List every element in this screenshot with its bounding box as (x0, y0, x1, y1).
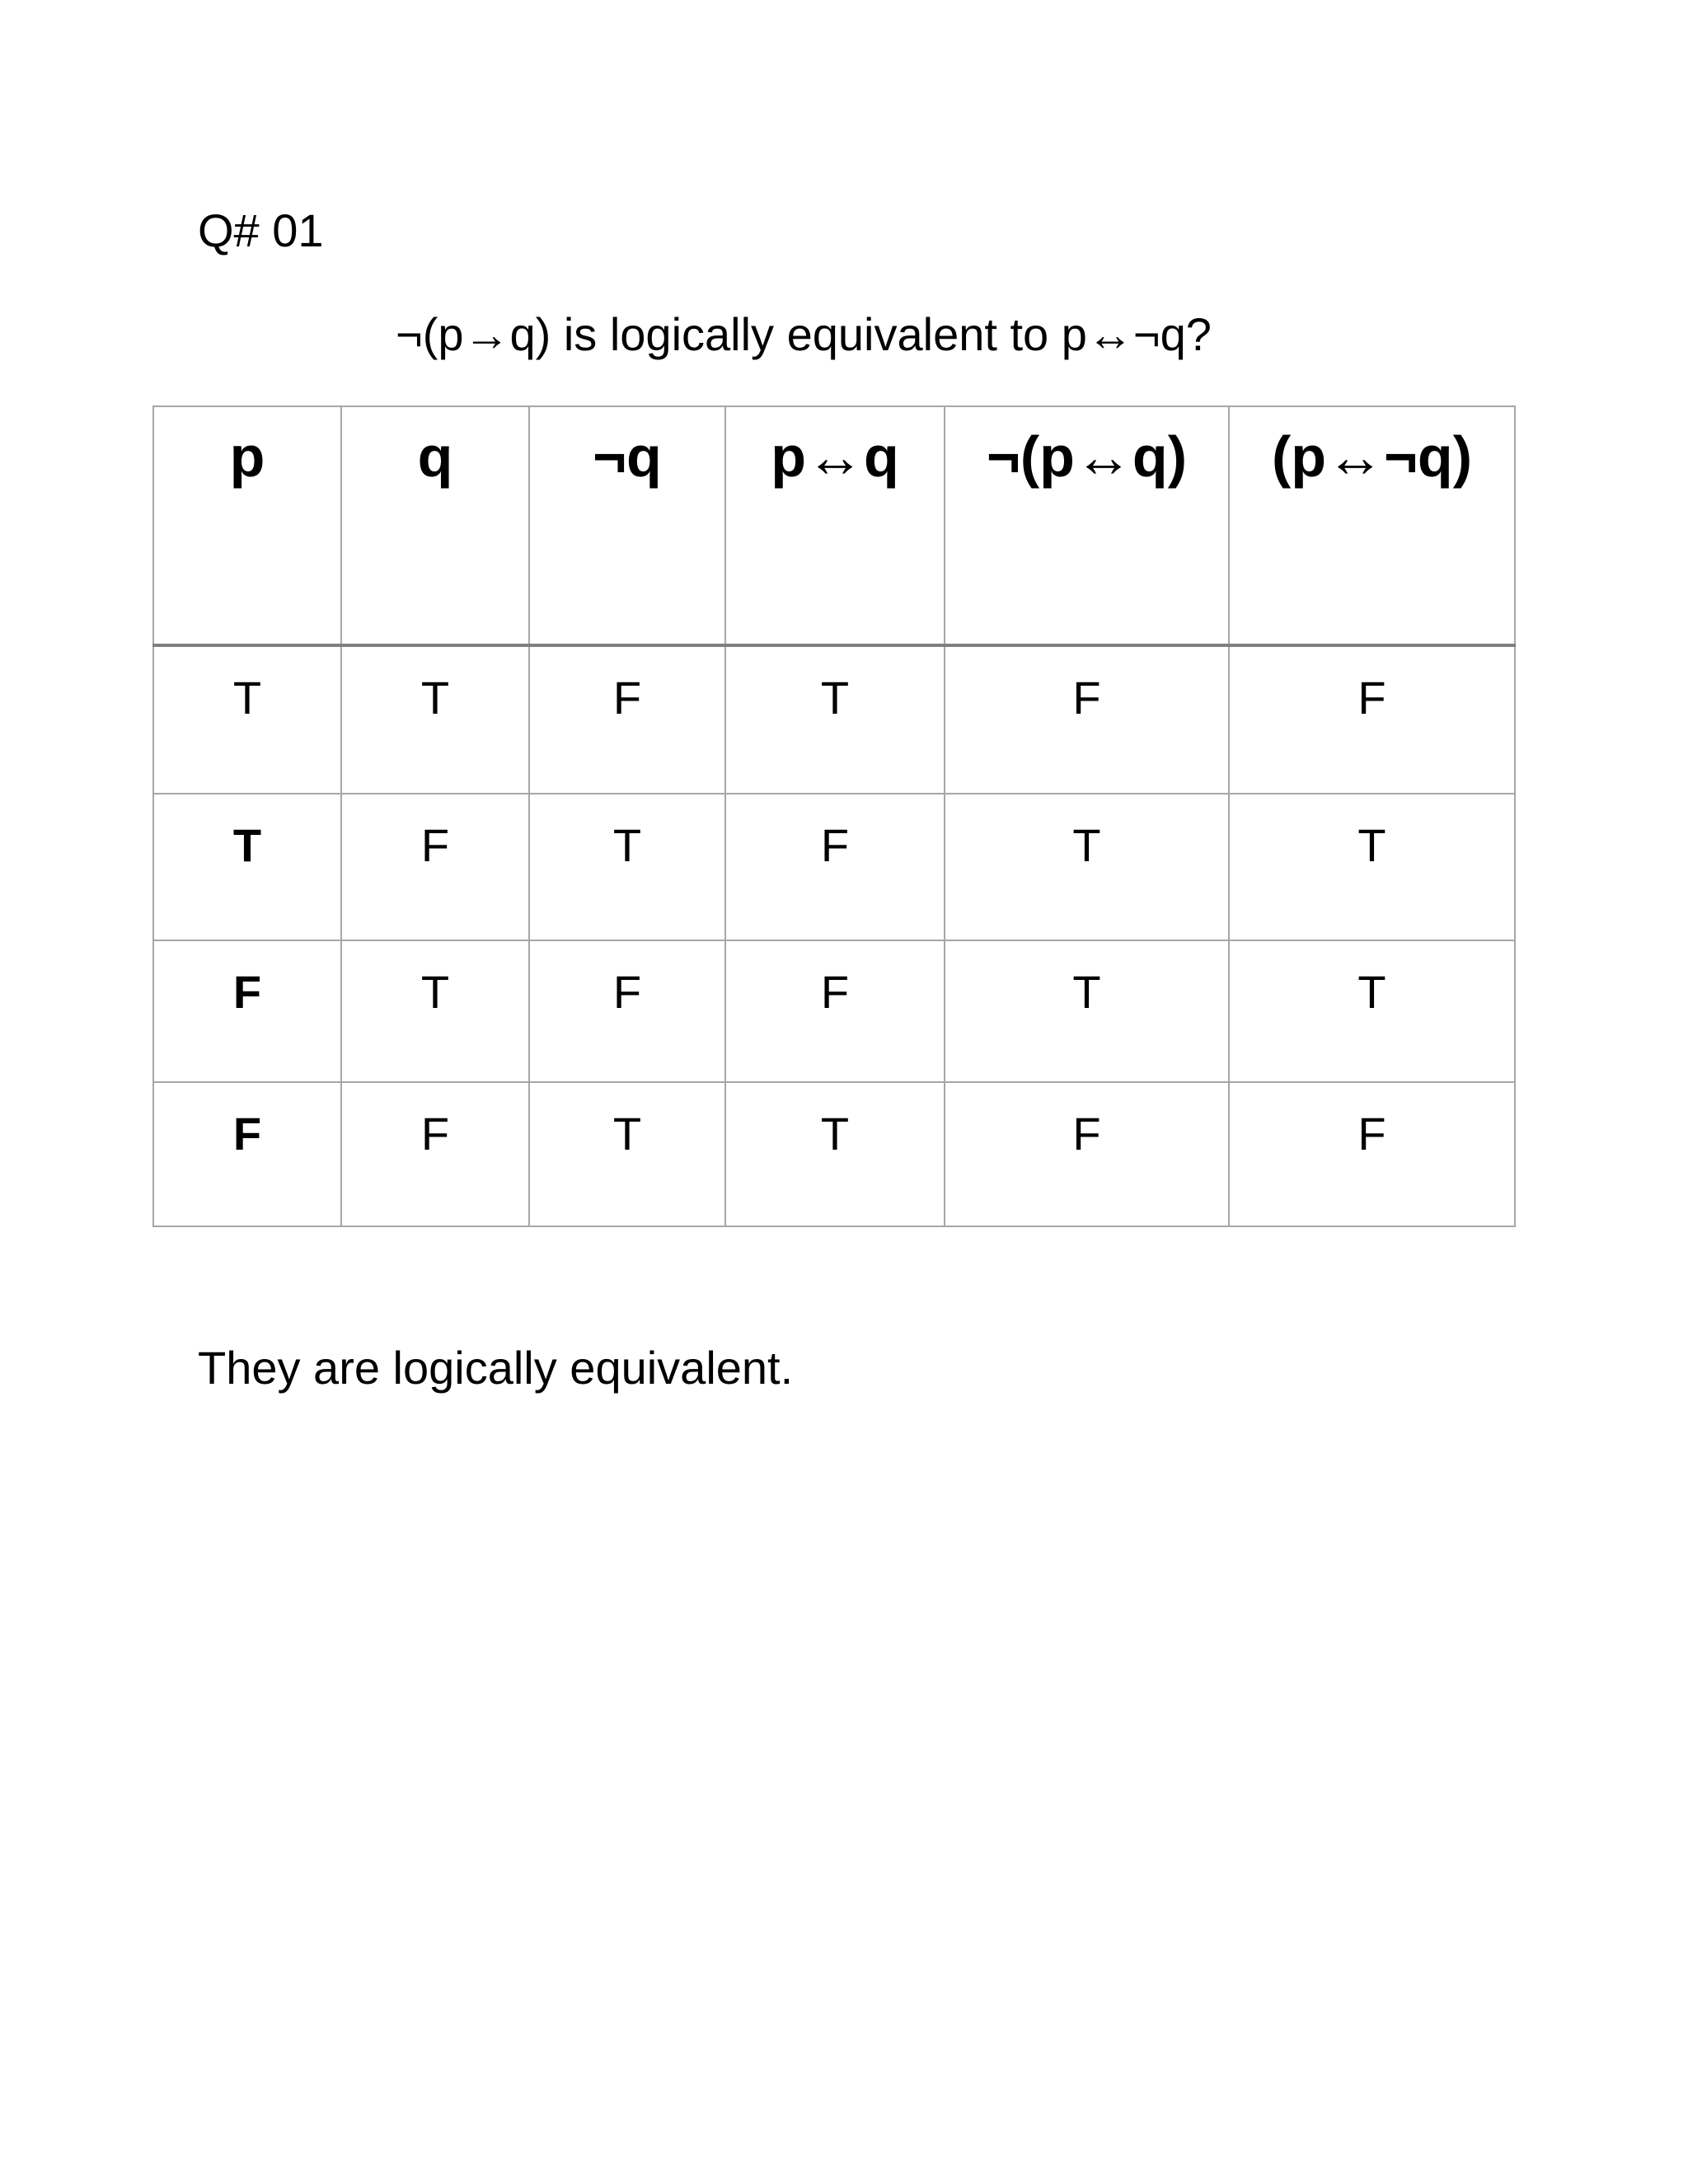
header-not-p-iff-q: ¬(p↔q) (945, 406, 1229, 645)
header-p-iff-q: p↔q (725, 406, 945, 645)
table-cell: F (945, 1082, 1229, 1226)
table-cell: T (153, 645, 341, 794)
header-p: p (153, 406, 341, 645)
table-cell: T (529, 1082, 725, 1226)
table-cell: F (341, 1082, 529, 1226)
table-cell: F (945, 645, 1229, 794)
header-q: q (341, 406, 529, 645)
table-cell: T (1229, 794, 1515, 940)
table-cell: F (529, 940, 725, 1082)
table-cell: F (1229, 1082, 1515, 1226)
table-cell: T (1229, 940, 1515, 1082)
table-cell: F (725, 794, 945, 940)
table-cell: F (529, 645, 725, 794)
conclusion-text: They are logically equivalent. (198, 1342, 794, 1394)
header-p-iff-not-q: (p↔¬q) (1229, 406, 1515, 645)
table-cell: T (945, 794, 1229, 940)
table-row (153, 1082, 1515, 1226)
header-not-q: ¬q (529, 406, 725, 645)
table-row (153, 940, 1515, 1082)
table-cell: T (341, 645, 529, 794)
question-number: Q# 01 (198, 204, 324, 256)
table-row (153, 794, 1515, 940)
table-cell: F (153, 940, 341, 1082)
table-cell: T (341, 940, 529, 1082)
table-cell: T (725, 645, 945, 794)
table-cell: T (153, 794, 341, 940)
table-cell: T (529, 794, 725, 940)
question-text: ¬(p→q) is logically equivalent to p↔¬q? (396, 308, 1212, 360)
table-cell: T (725, 1082, 945, 1226)
table-row (153, 645, 1515, 794)
table-cell: F (725, 940, 945, 1082)
table-cell: F (341, 794, 529, 940)
truth-table (152, 405, 1516, 1227)
table-header-row (153, 406, 1515, 645)
table-cell: T (945, 940, 1229, 1082)
table-cell: F (1229, 645, 1515, 794)
table-cell: F (153, 1082, 341, 1226)
